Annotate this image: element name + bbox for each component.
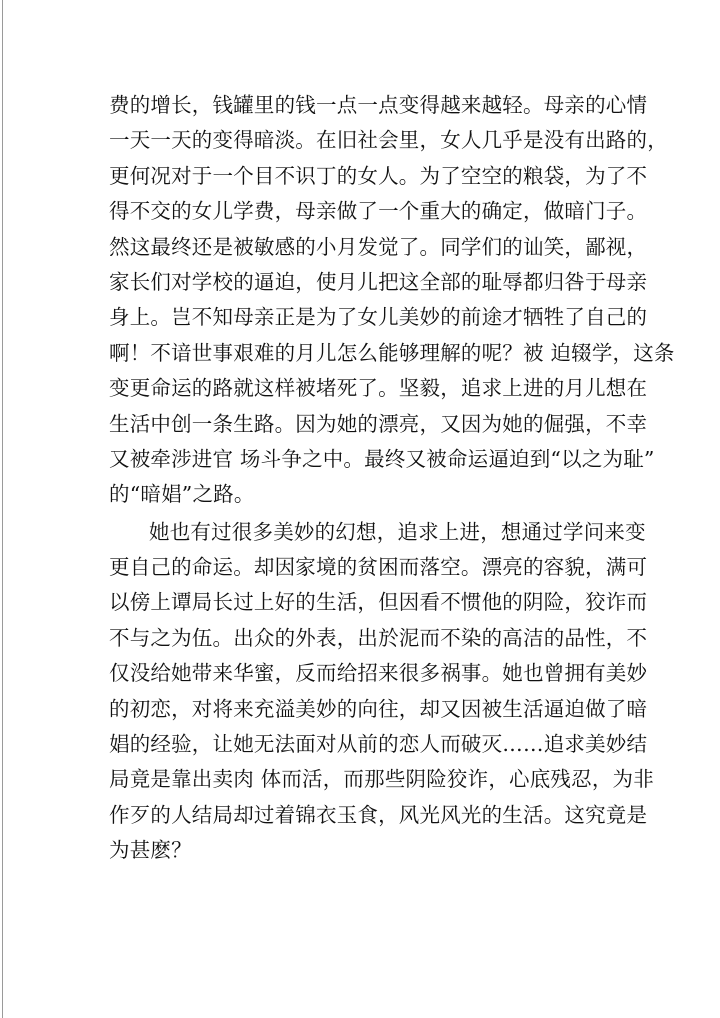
text-line-indented: 她也有过很多美妙的幻想，追求上进，想通过学问来变 [149, 519, 646, 544]
text-line: 以傍上谭局长过上好的生活，但因看不惯他的阴险，狡诈而 [109, 590, 648, 615]
text-line: 作歹的人结局却过着锦衣玉食，风光风光的生活。这究竟是 [109, 802, 648, 827]
document-body [109, 88, 675, 869]
text-line: 仅没给她带来华蜜，反而给招来很多祸事。她也曾拥有美妙 [109, 661, 648, 686]
text-line: 更何况对于一个目不识丁的女人。为了空空的粮袋，为了不 [109, 163, 648, 188]
text-line: 的“暗娼”之路。 [109, 482, 255, 507]
paragraph-2 [109, 515, 654, 869]
text-line: 家长们对学校的逼迫，使月儿把这全部的耻辱都归咎于母亲 [109, 269, 648, 294]
text-line: 身上。岂不知母亲正是为了女儿美妙的前途才牺牲了自己的 [109, 305, 648, 330]
text-line: 啊！不谙世事艰难的月儿怎么能够理解的呢？被 迫辍学，这条 [109, 340, 675, 365]
text-line: 更自己的命运。却因家境的贫困而落空。漂亮的容貌，满可 [109, 555, 648, 580]
text-line: 的初恋，对将来充溢美妙的向往，却又因被生活逼迫做了暗 [109, 696, 648, 721]
text-line: 娼的经验，让她无法面对从前的恋人而破灭……追求美妙结 [109, 732, 648, 757]
text-line: 一天一天的变得暗淡。在旧社会里，女人几乎是没有出路的， [109, 128, 668, 153]
text-line: 费的增长，钱罐里的钱一点一点变得越来越轻。母亲的心情 [109, 93, 648, 117]
text-line: 生活中创一条生路。因为她的漂亮，又因为她的倔强，不幸 [109, 411, 648, 436]
text-line: 然这最终还是被敏感的小月发觉了。同学们的讪笑，鄙视， [109, 234, 648, 259]
text-line: 为甚麽？ [109, 838, 192, 863]
paragraph-1 [109, 88, 675, 513]
text-line: 又被牵涉进官 场斗争之中。最终又被命运逼迫到“以之为耻” [109, 446, 655, 471]
text-line: 不与之为伍。出众的外表，出於泥而不染的高洁的品性，不 [109, 625, 648, 650]
text-line: 局竟是靠出卖肉 体而活，而那些阴险狡诈，心底残忍，为非 [109, 767, 654, 792]
page-left-border [2, 0, 3, 1018]
text-line: 变更命运的路就这样被堵死了。坚毅，追求上进的月儿想在 [109, 376, 648, 401]
text-line: 得不交的女儿学费，母亲做了一个重大的确定，做暗门子。 [109, 199, 648, 224]
